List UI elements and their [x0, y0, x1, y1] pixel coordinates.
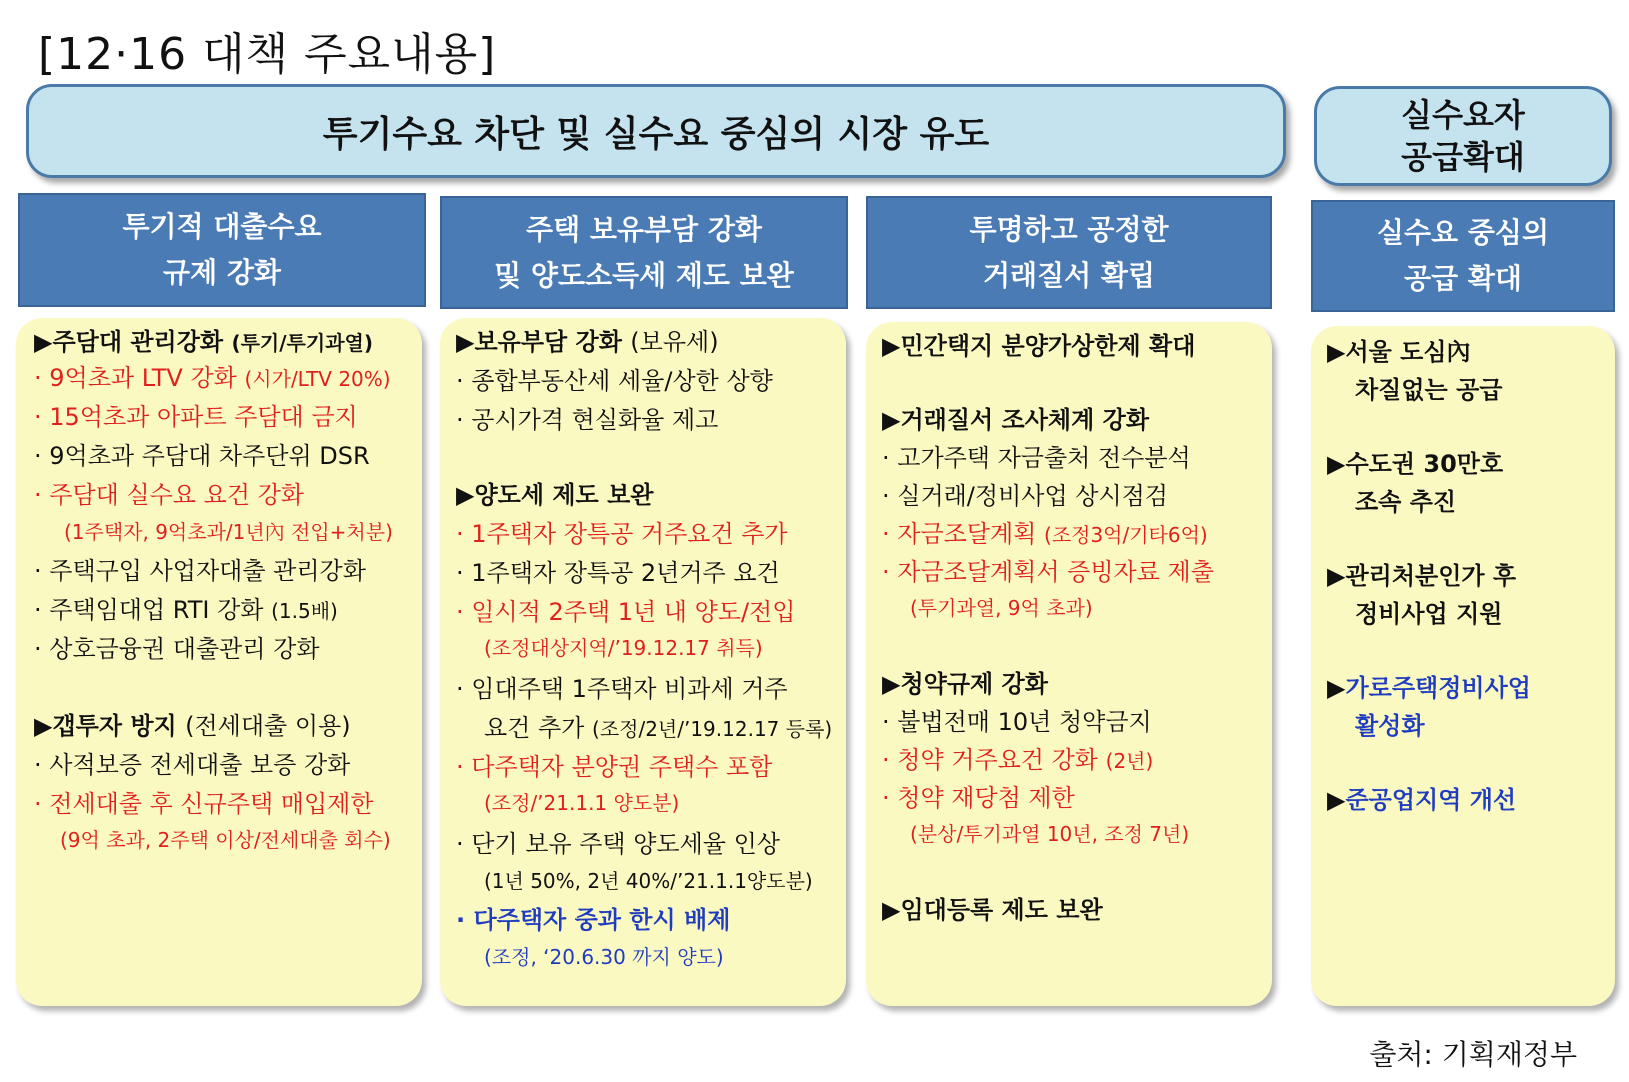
column-header-line: 및 양도소득세 제도 보완: [494, 258, 794, 292]
list-item: · 고가주택 자금출처 전수분석: [882, 444, 1191, 472]
list-item: [34, 551, 366, 586]
list-item-text: · 청약 거주요건 강화: [882, 746, 1098, 774]
list-item-cont: [484, 708, 832, 743]
column-header-3: [866, 196, 1272, 309]
list-item-sub: (조정대상지역/’19.12.17 취득): [484, 636, 763, 660]
column-header-line: 거래질서 확립: [982, 258, 1156, 292]
section-title: [34, 322, 373, 357]
column-header-line: 투기적 대출수요: [122, 210, 322, 243]
section-title-text: 준공업지역 개선: [1345, 786, 1517, 814]
section-title: ▶수도권 30만호: [1327, 450, 1504, 478]
panel-loan-regulation: [16, 318, 422, 1006]
column-header-line: 공급 확대: [1404, 262, 1522, 295]
section-title: ▶민간택지 분양가상한제 확대: [882, 332, 1196, 360]
list-item: · 단기 보유 주택 양도세율 인상: [456, 830, 780, 858]
section-note: (투기/투기과열): [231, 331, 373, 355]
column-header-2: [440, 196, 848, 309]
list-item: · 종합부동산세 세율/상한 상향: [456, 367, 773, 395]
section-title: ▶청약규제 강화: [882, 670, 1048, 698]
list-item: [882, 740, 1153, 775]
list-item: · 9억초과 주담대 차주단위 DSR: [34, 442, 370, 470]
column-header-line: 주택 보유부담 강화: [526, 212, 762, 246]
list-item: · 1주택자 장특공 2년거주 요건: [456, 559, 780, 587]
list-item: [34, 590, 338, 625]
list-item-sub: (1주택자, 9억초과/1년內 전입+처분): [64, 520, 393, 544]
side-banner: 실수요자 공급확대: [1314, 86, 1612, 186]
list-item: · 다주택자 중과 한시 배제: [456, 906, 731, 934]
list-item: · 주담대 실수요 요건 강화: [34, 481, 304, 509]
section-title-cont: 조속 추진: [1355, 488, 1457, 516]
section-title: [1327, 780, 1516, 815]
column-header-4: [1311, 200, 1615, 312]
section-title-text: ▶갭투자 방지: [34, 712, 177, 740]
section-note: (전세대출 이용): [185, 712, 351, 740]
list-item: · 15억초과 아파트 주담대 금지: [34, 403, 358, 431]
list-item-sub: (조정, ‘20.6.30 까지 양도): [484, 945, 724, 969]
list-item: · 사적보증 전세대출 보증 강화: [34, 751, 351, 779]
list-item-note: (2년): [1105, 749, 1154, 773]
section-title-text: ▶보유부담 강화: [456, 328, 622, 356]
list-item-text: · 9억초과 LTV 강화: [34, 364, 237, 392]
list-item-note: (시가/LTV 20%): [244, 367, 391, 391]
section-title-text: ▶주담대 관리강화: [34, 328, 224, 356]
list-item: [882, 514, 1208, 549]
panel-supply: [1311, 326, 1615, 1006]
list-item: · 불법전매 10년 청약금지: [882, 708, 1152, 736]
list-item: · 상호금융권 대출관리 강화: [34, 635, 320, 663]
section-title: ▶관리처분인가 후: [1327, 562, 1517, 590]
list-item-sub: (투기과열, 9억 초과): [910, 596, 1093, 620]
list-item: · 자금조달계획서 증빙자료 제출: [882, 558, 1214, 586]
section-title: [34, 706, 351, 741]
section-title-cont: 차질없는 공급: [1355, 376, 1503, 404]
list-item: · 임대주택 1주택자 비과세 거주: [456, 675, 788, 703]
list-item-text: · 주택임대업 RTI 강화: [34, 596, 264, 624]
arrow-icon: ▶: [1327, 786, 1346, 814]
panel-holding-tax: [440, 318, 846, 1006]
list-item-sub: (9억 초과, 2주택 이상/전세대출 회수): [60, 828, 391, 852]
list-item-text: · 주택구입 사업자대출 관리강화: [34, 557, 366, 585]
list-item-text: 요건 추가: [484, 714, 585, 742]
list-item: [34, 358, 391, 393]
list-item: · 공시가격 현실화율 제고: [456, 406, 719, 434]
section-title: ▶거래질서 조사체계 강화: [882, 406, 1150, 434]
section-title-cont: 정비사업 지원: [1355, 600, 1503, 628]
list-item: · 1주택자 장특공 거주요건 추가: [456, 520, 788, 548]
section-note: (보유세): [630, 328, 719, 356]
column-header-line: 투명하고 공정한: [969, 212, 1169, 246]
main-banner: 투기수요 차단 및 실수요 중심의 시장 유도: [26, 84, 1286, 178]
section-title: ▶서울 도심內: [1327, 338, 1471, 366]
section-title: ▶임대등록 제도 보완: [882, 896, 1103, 924]
list-item: · 청약 재당첨 제한: [882, 784, 1075, 812]
list-item: · 일시적 2주택 1년 내 양도/전입: [456, 598, 796, 626]
list-item-note: (1.5배): [271, 599, 338, 623]
section-title: [456, 322, 719, 357]
list-item-sub: (1년 50%, 2년 40%/’21.1.1양도분): [484, 869, 813, 893]
panel-fair-trade: [866, 322, 1272, 1006]
list-item: · 전세대출 후 신규주택 매입제한: [34, 790, 374, 818]
list-item: · 다주택자 분양권 주택수 포함: [456, 753, 773, 781]
list-item-sub: (분상/투기과열 10년, 조정 7년): [910, 822, 1190, 846]
source-caption: 출처: 기획재정부: [1369, 1038, 1577, 1071]
list-item-sub: (조정/’21.1.1 양도분): [484, 791, 680, 815]
page-title: [12·16 대책 주요내용]: [38, 29, 497, 80]
column-header-line: 실수요 중심의: [1376, 216, 1550, 249]
list-item-text: · 자금조달계획: [882, 520, 1037, 548]
section-title-cont: 활성화: [1355, 712, 1425, 740]
list-item: · 실거래/정비사업 상시점검: [882, 482, 1168, 510]
section-title: ▶양도세 제도 보완: [456, 481, 654, 509]
section-title: [1327, 668, 1531, 703]
section-title-text: 가로주택정비사업: [1345, 674, 1531, 702]
column-header-line: 규제 강화: [163, 256, 281, 289]
arrow-icon: ▶: [1327, 674, 1346, 702]
list-item-note: (조정3억/기타6억): [1044, 523, 1208, 547]
column-header-1: [18, 193, 426, 307]
list-item-note: (조정/2년/’19.12.17 등록): [592, 717, 833, 741]
